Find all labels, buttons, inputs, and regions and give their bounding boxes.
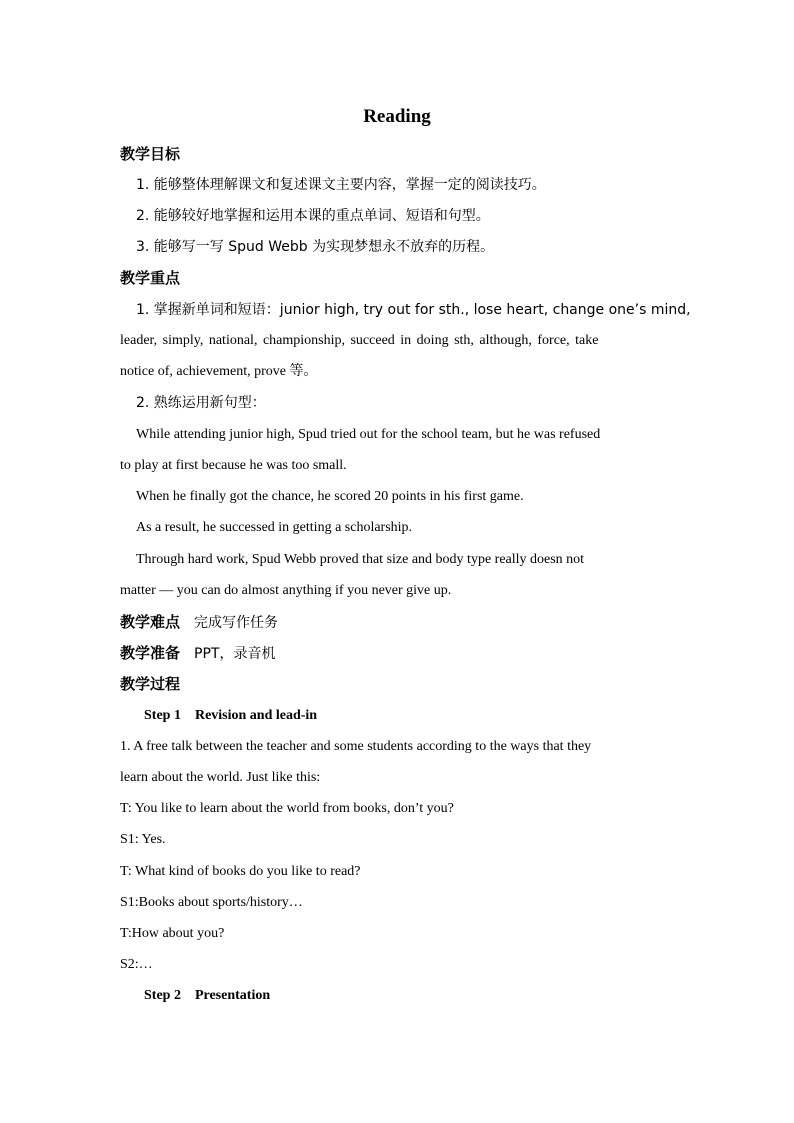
key-sentence-3: As a result, he successed in getting a scholarship. (136, 520, 413, 535)
objective-item-2: 2. 能够较好地掌握和运用本课的重点单词、短语和句型。 (136, 208, 490, 224)
objective-item-3: 3. 能够写一写 Spud Webb 为实现梦想永不放弃的历程。 (136, 239, 495, 255)
key-points-item1-line2: leader, simply, national, championship, succeed in doing sth, although, force, take (120, 333, 599, 348)
key-sentence-4-line2: matter — you can do almost anything if you never give up. (120, 583, 452, 598)
key-sentence-1-line1: While attending junior high, Spud tried out for the school team, but he was refused (136, 427, 601, 442)
objectives-heading: 教学目标 (120, 145, 181, 163)
document-title: Reading (363, 106, 431, 127)
difficulties-heading: 教学难点 (120, 613, 181, 631)
dialogue-line-2: S1: Yes. (120, 832, 166, 847)
dialogue-line-5: T:How about you? (120, 926, 225, 941)
dialogue-line-6: S2:… (120, 957, 153, 972)
process-para1-line2: learn about the world. Just like this: (120, 770, 321, 785)
difficulties-text: 完成写作任务 (194, 615, 279, 631)
objective-item-1: 1. 能够整体理解课文和复述课文主要内容，掌握一定的阅读技巧。 (136, 177, 546, 193)
step1-heading (144, 706, 317, 726)
key-points-item1-line3: notice of, achievement, prove 等。 (120, 364, 318, 379)
step2-name: Presentation (194, 988, 271, 1003)
key-points-item2: 2. 熟练运用新句型： (136, 395, 266, 411)
difficulties-row (120, 612, 672, 633)
step1-label: Step 1 (144, 708, 181, 723)
key-sentence-4-line1: Through hard work, Spud Webb proved that size and body type really doesn not (136, 552, 585, 567)
preparation-text: PPT，录音机 (194, 646, 276, 662)
process-para1-line1: 1. A free talk between the teacher and some students according to the ways that they (120, 739, 592, 754)
dialogue-line-1: T: You like to learn about the world from books, don’t you? (120, 801, 454, 816)
preparation-row (120, 643, 672, 664)
step2-label: Step 2 (144, 988, 181, 1003)
key-sentence-1-line2: to play at first because he was too small. (120, 458, 347, 473)
dialogue-line-3: T: What kind of books do you like to read? (120, 864, 361, 879)
preparation-heading: 教学准备 (120, 644, 181, 662)
key-sentence-2: When he finally got the chance, he scored 20 points in his first game. (136, 489, 524, 504)
process-heading: 教学过程 (120, 675, 181, 693)
key-points-heading: 教学重点 (120, 269, 181, 287)
step2-heading (144, 986, 270, 1006)
dialogue-line-4: S1:Books about sports/history… (120, 895, 303, 910)
step1-name: Revision and lead-in (194, 708, 318, 723)
key-points-item1-line1: 1. 掌握新单词和短语：junior high, try out for sth., lose heart, change one’s mind, (136, 302, 691, 318)
